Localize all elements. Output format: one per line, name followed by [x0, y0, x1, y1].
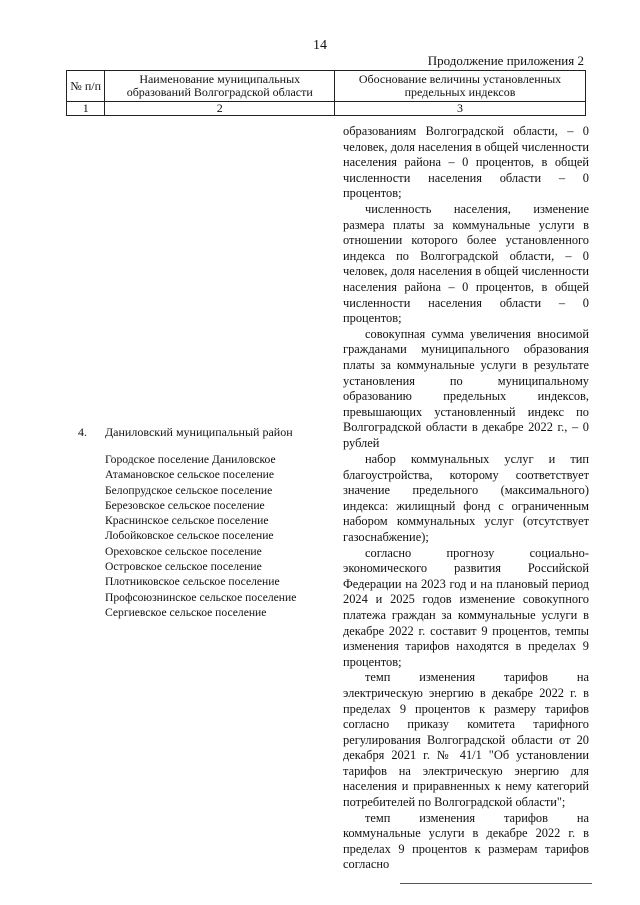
justification-paragraph: темп изменения тарифов на электрическую энергию в декабре 2022 г. в пределах 9 процентов к размеру тарифов согласно приказу комитета тарифного регулирования Волгоградской области от 20 декабря 2021 г. № 41/1 "Об установлении тарифов на электрическую энергию для населения и приравненных к нему категорий потребителей по Волгоградской области"; [343, 670, 589, 810]
header-col-name: Наименование муниципальных образований Волгоградской области [105, 71, 335, 102]
settlement-list [105, 452, 296, 620]
justification-paragraph: набор коммунальных услуг и тип благоустройства, которому соответствует значение предельного (максимального) индекса: жилищный фонд с ограниченным набором коммунальных услуг (отсутствует газоснабжение); [343, 452, 589, 544]
justification-paragraph: согласно прогнозу социально-экономического развития Российской Федерации на 2023 год и на плановый период 2024 и 2025 годов изменение совокупного платежа граждан за коммунальные услуги в декабре 2022 г. составит 9 процентов, темпы изменения тарифов находятся в пределах 9 процентов; [343, 545, 589, 669]
settlement-item: Профсоюзнинское сельское поселение [105, 590, 297, 604]
page-number: 14 [313, 38, 327, 53]
column-number-3: 3 [335, 102, 586, 116]
header-col-justification: Обоснование величины установленных предельных индексов [335, 71, 586, 102]
settlement-item: Городское поселение Даниловское [105, 453, 276, 466]
justification-paragraph: образованиям Волгоградской области, – 0 человек, доля населения в общей численности населения района – 0 процентов, в общей численности населения области – 0 процентов; [343, 124, 589, 201]
settlement-item: Краснинское сельское поселение [105, 514, 269, 528]
justification-continued [343, 124, 589, 451]
settlement-item: Островское сельское поселение [105, 560, 262, 574]
justification-paragraph: численность населения, изменение размера платы за коммунальные услуги в отношении которого более установленного индекса по Волгоградской области, – 0 человек, доля населения в общей численности населения района – 0 процентов, в общей численности населения области – 0 процентов; [343, 201, 589, 326]
header-col-number: № п/п [67, 71, 105, 102]
column-number-row [67, 102, 586, 116]
district-name: Даниловский муниципальный район [105, 425, 293, 439]
settlement-item: Плотниковское сельское поселение [105, 575, 280, 589]
settlement-item: Березовское сельское поселение [105, 498, 265, 512]
row-number: 4. [78, 425, 87, 439]
justification-paragraph: совокупная сумма увеличения вносимой гражданами муниципального образования платы за коммунальные услуги в результате установления по муниципальному образованию предельных индексов, превышающих установленный индекс по Волгоградской области в декабре 2022 г., – 0 рублей [343, 326, 589, 450]
settlement-item: Белопрудское сельское поселение [105, 483, 273, 497]
footer-divider [400, 883, 592, 884]
settlement-item: Лобойковское сельское поселение [105, 529, 274, 543]
column-number-1: 1 [67, 102, 105, 116]
justification-paragraph: темп изменения тарифов на коммунальные услуги в декабре 2022 г. в пределах 9 процентов к размерам тарифов согласно [343, 810, 589, 872]
settlement-item: Сергиевское сельское поселение [105, 605, 267, 619]
justification-row4 [343, 452, 589, 873]
table-header [66, 70, 586, 116]
continuation-label: Продолжение приложения 2 [427, 53, 584, 68]
settlement-item: Атамановское сельское поселение [105, 468, 275, 482]
header-row [67, 71, 586, 102]
settlement-item: Ореховское сельское поселение [105, 544, 262, 558]
column-number-2: 2 [105, 102, 335, 116]
